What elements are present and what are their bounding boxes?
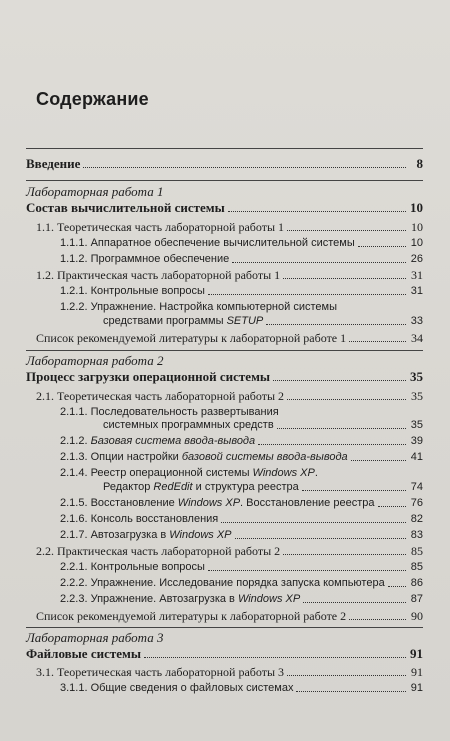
divider — [26, 148, 423, 149]
toc-label: 1.2.1. Контрольные вопросы — [60, 285, 205, 297]
toc-entry-1-1-1[interactable] — [60, 236, 423, 250]
divider — [26, 627, 423, 628]
toc-entry-2-1-4-line1[interactable]: 2.1.4. Реестр операционной системы Windows XP. — [60, 467, 318, 479]
dot-leader — [287, 230, 406, 231]
toc-label: 2.2. Практическая часть лабораторной работы 2 — [36, 544, 281, 558]
dot-leader — [221, 522, 406, 523]
dot-leader — [296, 691, 406, 692]
toc-entry-1-2-2[interactable] — [103, 314, 423, 328]
toc-label: Состав вычислительной системы — [26, 200, 225, 215]
toc-page: 31 — [411, 268, 423, 282]
page-title: Содержание — [36, 89, 149, 109]
toc-entry-3-1[interactable] — [36, 665, 423, 679]
dot-leader — [277, 428, 406, 429]
toc-page: 35 — [410, 419, 423, 431]
toc-entry-2-2-3[interactable] — [60, 592, 423, 606]
dot-leader — [273, 380, 406, 381]
toc-entry-1-2[interactable] — [36, 268, 423, 282]
chapter-title-lab3: Лабораторная работа 3 — [26, 630, 164, 645]
toc-label: Редактор RedEdit и структура реестра — [103, 481, 299, 493]
toc-label: Введение — [26, 156, 81, 171]
toc-entry-2-2-1[interactable] — [60, 560, 423, 574]
dot-leader — [258, 444, 406, 445]
dot-leader — [228, 211, 406, 212]
dot-leader — [388, 586, 406, 587]
toc-label: 2.1.3. Опции настройки базовой системы ввода-вывода — [60, 451, 348, 463]
toc-label: Список рекомендуемой литературы к лабораторной работе 2 — [36, 609, 347, 623]
toc-page: 39 — [410, 435, 423, 447]
toc-label: Процесс загрузки операционной системы — [26, 369, 271, 384]
toc-page: 91 — [411, 665, 423, 679]
toc-page: 10 — [411, 220, 423, 234]
toc-page: 31 — [410, 285, 423, 297]
dot-leader — [349, 341, 406, 342]
toc-label: 2.2.3. Упражнение. Автозагрузка в Windows XP — [60, 593, 301, 605]
toc-entry-2-2-2[interactable] — [60, 576, 423, 590]
toc-page: 33 — [410, 315, 423, 327]
toc-entry-2-1-7[interactable] — [60, 528, 423, 542]
toc-entry-3-1-1[interactable] — [60, 681, 423, 695]
dot-leader — [351, 460, 406, 461]
dot-leader — [302, 490, 406, 491]
dot-leader — [349, 619, 406, 620]
chapter-title-lab2: Лабораторная работа 2 — [26, 353, 164, 368]
dot-leader — [287, 675, 406, 676]
toc-label: Файловые системы — [26, 646, 142, 661]
toc-entry-1-1-2[interactable] — [60, 252, 423, 266]
toc-label: 2.1.5. Восстановление Windows XP. Восстановление реестра — [60, 497, 375, 509]
divider — [26, 180, 423, 181]
dot-leader — [283, 554, 406, 555]
dot-leader — [235, 538, 406, 539]
toc-page: 26 — [410, 253, 423, 265]
dot-leader — [283, 278, 406, 279]
toc-page: 10 — [410, 200, 423, 215]
toc-page: 87 — [410, 593, 423, 605]
toc-entry-2-1-2[interactable] — [60, 434, 423, 448]
toc-page: 86 — [410, 577, 423, 589]
toc-label: 2.1.7. Автозагрузка в Windows XP — [60, 529, 232, 541]
toc-page: 74 — [410, 481, 423, 493]
dot-leader — [208, 294, 406, 295]
toc-label: 1.1. Теоретическая часть лабораторной работы 1 — [36, 220, 285, 234]
toc-entry-lab1-refs[interactable] — [36, 331, 423, 345]
toc-entry-2-1-3[interactable] — [60, 450, 423, 464]
chapter-title-lab1: Лабораторная работа 1 — [26, 184, 164, 199]
toc-page: 85 — [411, 544, 423, 558]
toc-entry-2-1-1[interactable] — [103, 418, 423, 432]
dot-leader — [378, 506, 407, 507]
toc-label: системных программных средств — [103, 419, 274, 431]
toc-label: 3.1. Теоретическая часть лабораторной работы 3 — [36, 665, 285, 679]
toc-page: 91 — [410, 682, 423, 694]
toc-label: 1.1.2. Программное обеспечение — [60, 253, 230, 265]
dot-leader — [144, 657, 406, 658]
toc-label: Список рекомендуемой литературы к лабораторной работе 1 — [36, 331, 347, 345]
toc-label: 2.1.2. Базовая система ввода-вывода — [60, 435, 256, 447]
toc-page: 8 — [416, 156, 423, 171]
toc-entry-lab2-refs[interactable] — [36, 609, 423, 623]
toc-page: 91 — [410, 646, 423, 661]
toc-page: 90 — [411, 609, 423, 623]
toc-page: 82 — [410, 513, 423, 525]
toc-page: 35 — [410, 369, 423, 384]
toc-entry-2-1-5[interactable] — [60, 496, 423, 510]
toc-entry-2-1-6[interactable] — [60, 512, 423, 526]
toc-entry-2-1[interactable] — [36, 389, 423, 403]
toc-entry-lab3-heading[interactable] — [26, 647, 423, 661]
toc-label: 1.1.1. Аппаратное обеспечение вычислительной системы — [60, 237, 355, 249]
toc-entry-1-1[interactable] — [36, 220, 423, 234]
toc-entry-lab2-heading[interactable] — [26, 370, 423, 384]
toc-page: 76 — [410, 497, 423, 509]
toc-label: 3.1.1. Общие сведения о файловых системах — [60, 682, 294, 694]
divider — [26, 350, 423, 351]
dot-leader — [266, 324, 406, 325]
toc-label: 2.1. Теоретическая часть лабораторной работы 2 — [36, 389, 285, 403]
dot-leader — [358, 246, 406, 247]
dot-leader — [232, 262, 406, 263]
dot-leader — [303, 602, 406, 603]
dot-leader — [208, 570, 406, 571]
dot-leader — [83, 167, 406, 168]
toc-label: 1.2. Практическая часть лабораторной работы 1 — [36, 268, 281, 282]
toc-entry-lab1-heading[interactable] — [26, 201, 423, 215]
toc-label: средствами программы SETUP — [103, 315, 264, 327]
toc-entry-2-1-1-line1[interactable]: 2.1.1. Последовательность развертывания — [60, 406, 279, 418]
toc-page: 41 — [410, 451, 423, 463]
toc-entry-intro[interactable] — [26, 157, 423, 171]
toc-label: 2.2.1. Контрольные вопросы — [60, 561, 205, 573]
toc-entry-1-2-1[interactable] — [60, 284, 423, 298]
toc-page: 34 — [411, 331, 423, 345]
toc-page: 35 — [411, 389, 423, 403]
toc-page: 83 — [410, 529, 423, 541]
toc-entry-2-1-4[interactable] — [103, 480, 423, 494]
toc-page: 10 — [410, 237, 423, 249]
dot-leader — [287, 399, 406, 400]
toc-label: 2.1.6. Консоль восстановления — [60, 513, 219, 525]
toc-entry-1-2-2-line1[interactable]: 1.2.2. Упражнение. Настройка компьютерной системы — [60, 301, 337, 313]
toc-label: 2.2.2. Упражнение. Исследование порядка запуска компьютера — [60, 577, 385, 589]
toc-page: 85 — [410, 561, 423, 573]
toc-entry-2-2[interactable] — [36, 544, 423, 558]
